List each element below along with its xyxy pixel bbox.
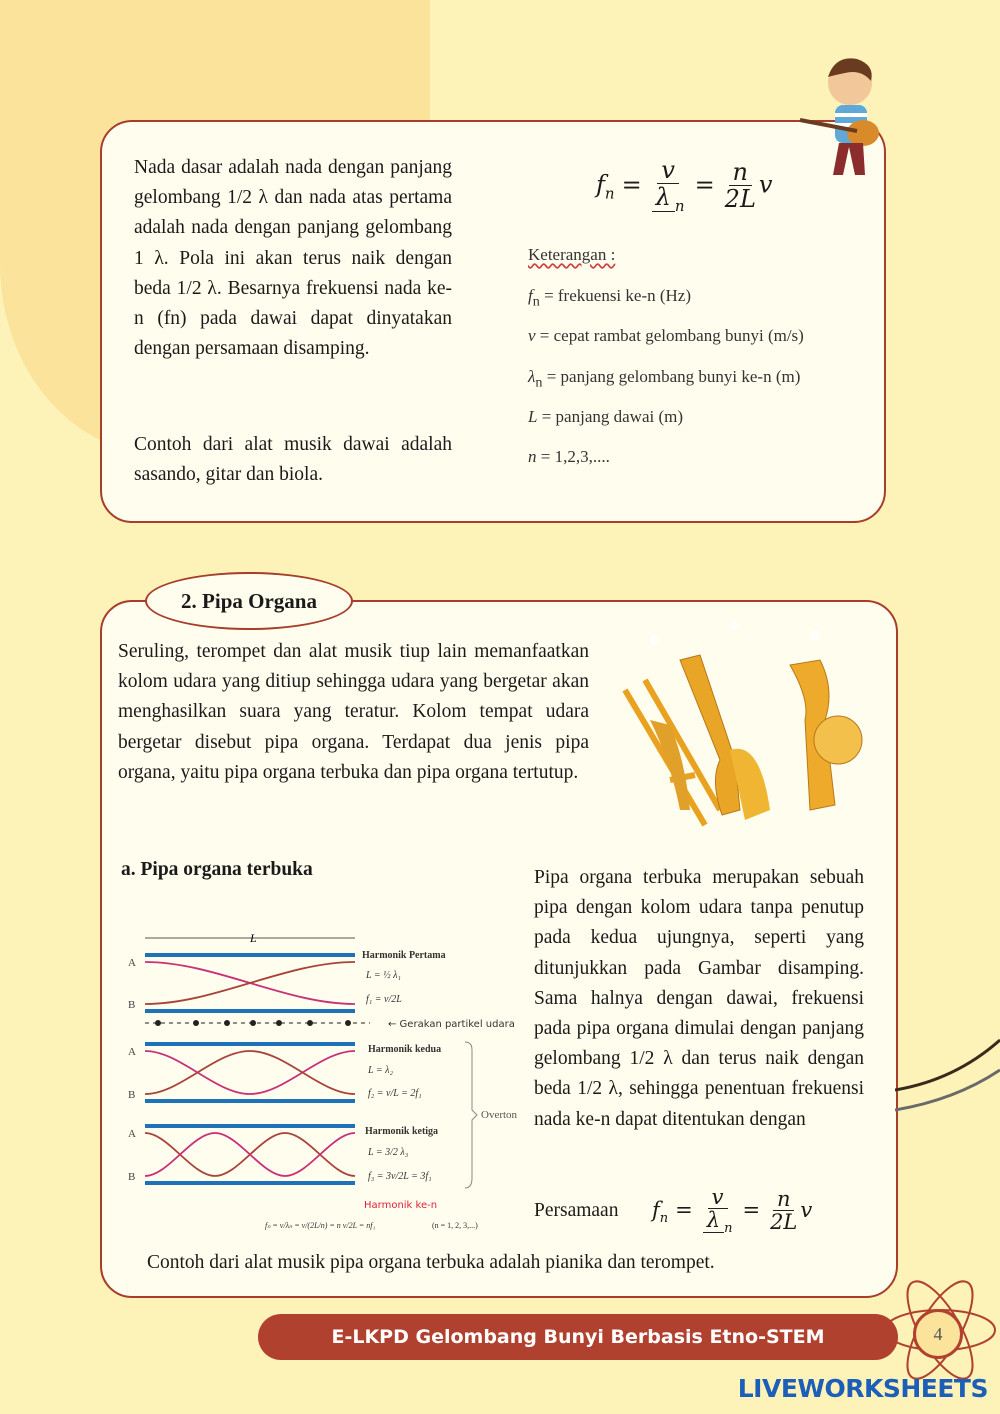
end-b-label: B	[128, 999, 136, 1011]
harmonic-1-title: Harmonik Pertama	[362, 950, 446, 961]
harmonic-1-eq: L = ½ λ₁	[366, 970, 401, 981]
harmonic-3-eq: f₃ = 3v/2L = 3f₁	[368, 1171, 432, 1182]
keterangan-item: v = cepat rambat gelombang bunyi (m/s)	[528, 326, 804, 345]
keterangan-item: $\lambda_n$ = panjang gelombang bunyi ke-n (m)	[528, 367, 801, 391]
harmonic-3-title: Harmonik ketiga	[365, 1126, 439, 1137]
liveworksheets-logo: LIVEWORKSHEETS	[737, 1374, 988, 1403]
boy-guitar-illustration	[795, 55, 890, 185]
dawai-formula: $f_n$ = $\frac{v}{\lambda _n}$ = $\frac{n}{2L}$ v	[596, 156, 773, 215]
harmonic-n-eq: fₙ = v/λₙ = v/(2L/n) = n v/2L = nf₁	[265, 1221, 376, 1230]
harmonic-2-title: Harmonik kedua	[368, 1044, 442, 1055]
dawai-paragraph: Nada dasar adalah nada dengan panjang gelombang 1/2 λ dan nada atas pertama adalah nada dengan panjang gelombang 1 λ. Pola ini akan terus naik dengan beda 1/2 λ. Besarnya frekuensi nada ke-n (fn) pada dawai dapat dinyatakan dengan persamaan disamping.	[134, 157, 452, 360]
end-b-label: B	[128, 1171, 136, 1183]
decorative-curves	[895, 1030, 1000, 1150]
keterangan-item: $f_n$ = frekuensi ke-n (Hz)	[528, 286, 692, 310]
end-b-label: B	[128, 1089, 136, 1101]
section-tab-pipa-organa: 2. Pipa Organa	[145, 572, 353, 630]
harmonic-3-eq: L = 3/2 λ₃	[368, 1147, 409, 1158]
pipa-description: Pipa organa terbuka merupakan sebuah pipa dengan kolom udara tanpa penutup pada kedua ujungnya, seperti yang ditunjukkan pada Gambar disamping. Sama halnya dengan dawai, frekuensi pada pipa organa dimulai dengan panjang gelombang 1/2 λ dan terus naik dengan beda 1/2 λ, sehingga penentuan frekuensi nada ke-n dapat ditentukan dengan	[534, 867, 864, 1130]
harmonic-n-range: (n = 1, 2, 3,...)	[432, 1221, 478, 1230]
harmonic-n-title: Harmonik ke-n	[364, 1200, 438, 1211]
footer-title-bar: E-LKPD Gelombang Bunyi Berbasis Etno-STEM	[258, 1314, 898, 1360]
keterangan-title: Keterangan :	[528, 245, 616, 264]
keterangan-item: L = panjang dawai (m)	[528, 407, 684, 426]
harmonic-1-eq: f₁ = v/2L	[366, 994, 402, 1005]
dawai-example: Contoh dari alat musik dawai adalah sasando, gitar dan biola.	[134, 434, 452, 486]
pipa-intro: Seruling, terompet dan alat musik tiup lain memanfaatkan kolom udara yang ditiup sehingga udara yang bergetar akan menghasilkan suara yang teratur. Kolom tempat udara bergetar disebut pipa organa. Terdapat dua jenis pipa organa, yaitu pipa organa terbuka dan pipa organa tertutup.	[118, 641, 589, 783]
length-label: L	[250, 931, 257, 945]
end-a-label: A	[128, 957, 136, 969]
harmonic-2-eq: L = λ₂	[368, 1065, 393, 1076]
harmonic-2-eq: f₂ = v/L = 2f₁	[368, 1088, 422, 1099]
air-particles	[145, 1020, 370, 1026]
keterangan-item: n = 1,2,3,....	[528, 447, 610, 466]
page-number: 4	[913, 1309, 963, 1359]
wind-instruments-illustration	[610, 610, 870, 835]
end-a-label: A	[128, 1128, 136, 1140]
end-a-label: A	[128, 1046, 136, 1058]
pipa-formula: $f_n$ = $\frac{v}{\lambda _n}$ = $\frac{n}{2L}$ v	[652, 1185, 813, 1237]
pipa-subheading: a. Pipa organa terbuka	[121, 859, 313, 880]
open-pipe-harmonics-diagram	[110, 920, 530, 1240]
overton-label: Overton	[481, 1109, 518, 1121]
pipe-walls	[145, 955, 355, 1183]
particle-label: ← Gerakan partikel udara	[388, 1019, 515, 1030]
persamaan-label: Persamaan	[534, 1200, 619, 1221]
pipa-example: Contoh dari alat musik pipa organa terbuka adalah pianika dan terompet.	[147, 1252, 715, 1273]
standing-waves	[145, 962, 355, 1176]
